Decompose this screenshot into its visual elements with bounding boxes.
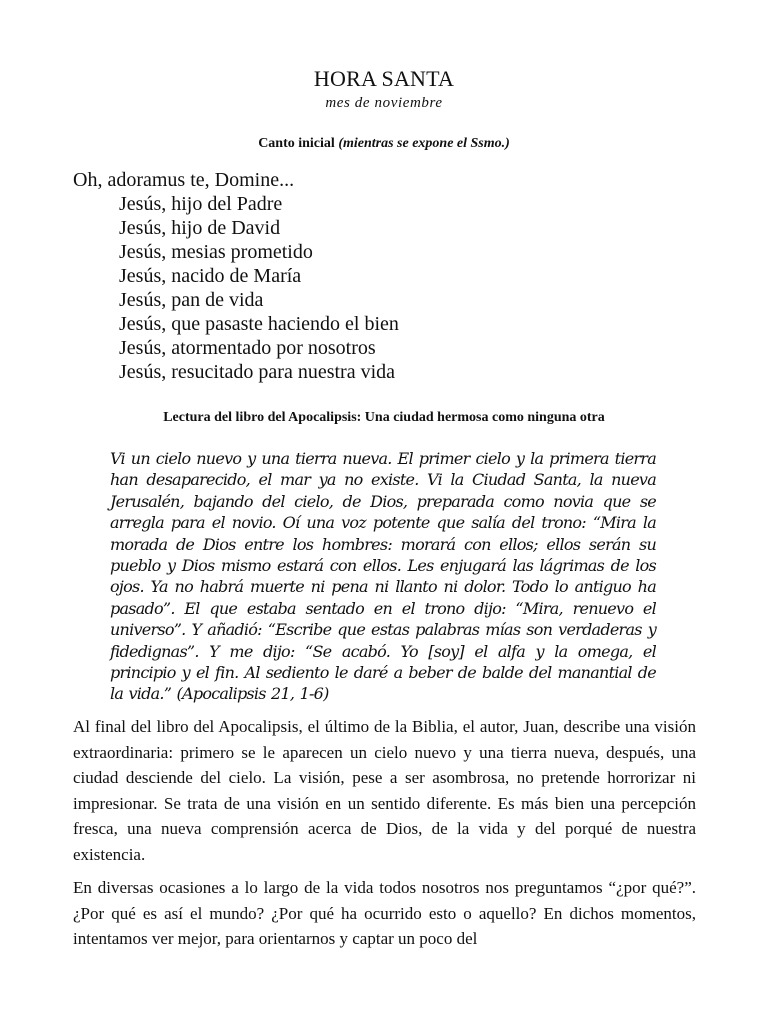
canto-heading-label: Canto inicial [258, 136, 335, 151]
song-line: Jesús, mesias prometido [119, 241, 313, 263]
document-title: HORA SANTA [313, 66, 455, 91]
song-line: Jesús, hijo de David [119, 217, 281, 239]
reading-passage: Vi un cielo nuevo y una tierra nueva. El primer cielo y la primera tierra han desaparecido, el mar ya no existe. Vi la Ciudad Santa, la nueva Jerusalén, bajando del cielo, de Dios, preparada como novia que se arregla para el novio. Oí una voz potente que salía del trono: “Mira la morada de Dios entre los hombres: morará con ellos; ellos serán su pueblo y Dios mismo estará con ellos. Les enjugará las lágrimas de los ojos. Ya no habrá muerte ni pena ni llanto ni dolor. Todo lo antiguo ha pasado”. El que estaba sentado en el trono dijo: “Mira, renuevo el universo”. Y añadió: “Escribe que estas palabras mías son verdaderas y fidedignas”. Y me dijo: “Se acabó. Yo [soy] el alfa y la omega, el principio y el fin. Al sediento le daré a beber de balde del manantial de la vida.” (Apocalipsis 21, 1-6) [110, 449, 656, 704]
canto-heading-note: (mientras se expone el Ssmo.) [338, 136, 510, 151]
song-line: Jesús, nacido de María [119, 265, 302, 287]
document-subtitle: mes de noviembre [325, 95, 443, 111]
song-line: Jesús, hijo del Padre [119, 193, 283, 215]
canto-heading [0, 135, 768, 153]
song-line: Jesús, que pasaste haciendo el bien [119, 313, 399, 335]
song-line: Jesús, pan de vida [119, 289, 264, 311]
song-line: Jesús, resucitado para nuestra vida [119, 361, 396, 383]
song-first-line: Oh, adoramus te, Domine... [73, 169, 295, 191]
reading-heading: Lectura del libro del Apocalipsis: Una ciudad hermosa como ninguna otra [163, 410, 605, 425]
song-lines [119, 192, 399, 384]
body-paragraph: Al final del libro del Apocalipsis, el último de la Biblia, el autor, Juan, describe una visión extraordinaria: primero se le aparecen un cielo nuevo y una tierra nueva, después, una ciudad desciende del cielo. La visión, pese a ser asombrosa, no pretende horrorizar ni impresionar. Se trata de una visión en un sentido diferente. Es más bien una percepción fresca, una nueva comprensión acerca de Dios, de la vida y del porqué de nuestra existencia. [73, 717, 696, 864]
song-line: Jesús, atormentado por nosotros [119, 337, 376, 359]
body-paragraph: En diversas ocasiones a lo largo de la vida todos nosotros nos preguntamos “¿por qué?”. ¿Por qué es así el mundo? ¿Por qué ha ocurrido esto o aquello? En dichos momentos, intentamos ver mejor, para orientarnos y captar un poco del [73, 878, 696, 948]
